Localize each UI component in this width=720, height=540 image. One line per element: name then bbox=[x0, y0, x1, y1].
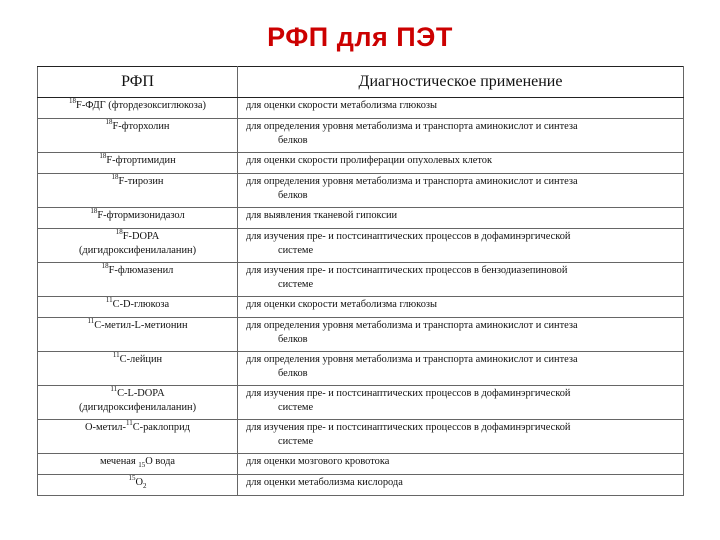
application-cell bbox=[238, 420, 684, 454]
application-text: для изучения пре- и постсинаптических процессов в дофаминэргической bbox=[246, 422, 571, 433]
compound-cell bbox=[38, 174, 238, 208]
table-row bbox=[38, 297, 684, 318]
table-row bbox=[38, 420, 684, 454]
compound-name-extra: (дигидроксифенилаланин) bbox=[78, 402, 197, 413]
isotope-number: 18 bbox=[115, 228, 123, 236]
compound-cell bbox=[38, 263, 238, 297]
application-text: для изучения пре- и постсинаптических процессов в бензодиазепиновой bbox=[246, 265, 568, 276]
compound-name: O bbox=[135, 477, 143, 488]
compound-prefix: меченая bbox=[99, 456, 139, 467]
table-header-row bbox=[38, 67, 684, 98]
application-text-continued: системе bbox=[278, 245, 314, 256]
application-text-continued: системе bbox=[278, 402, 314, 413]
application-cell bbox=[238, 229, 684, 263]
isotope-number: 11 bbox=[87, 317, 95, 325]
compound-cell bbox=[38, 119, 238, 153]
rfp-table bbox=[37, 66, 684, 496]
compound-cell bbox=[38, 420, 238, 454]
compound-name: C-лейцин bbox=[119, 354, 163, 365]
compound-cell bbox=[38, 454, 238, 475]
isotope-number: 11 bbox=[105, 296, 113, 304]
table-row bbox=[38, 98, 684, 119]
application-cell bbox=[238, 297, 684, 318]
table-row bbox=[38, 153, 684, 174]
formula-subscript: 2 bbox=[143, 482, 147, 490]
application-cell bbox=[238, 98, 684, 119]
compound-name: C-L-DOPA bbox=[117, 388, 165, 399]
application-text: для оценки скорости метаболизма глюкозы bbox=[246, 299, 437, 310]
page-title: РФП для ПЭТ bbox=[267, 22, 453, 52]
table-row bbox=[38, 386, 684, 420]
compound-name: F-фтормизонидазол bbox=[97, 210, 185, 221]
application-text-continued: белков bbox=[278, 190, 308, 201]
application-text: для оценки метаболизма кислорода bbox=[246, 477, 403, 488]
isotope-number: 15 bbox=[138, 461, 146, 469]
isotope-number: 11 bbox=[112, 351, 120, 359]
table-row bbox=[38, 174, 684, 208]
application-cell bbox=[238, 174, 684, 208]
application-text: для изучения пре- и постсинаптических процессов в дофаминэргической bbox=[246, 388, 571, 399]
column-header-rfp: РФП bbox=[38, 67, 238, 98]
compound-name: C-раклоприд bbox=[132, 422, 190, 433]
table-row bbox=[38, 119, 684, 153]
application-cell bbox=[238, 318, 684, 352]
application-cell bbox=[238, 386, 684, 420]
compound-cell bbox=[38, 297, 238, 318]
isotope-number: 18 bbox=[69, 97, 77, 105]
application-text-continued: системе bbox=[278, 436, 314, 447]
application-cell bbox=[238, 119, 684, 153]
compound-cell bbox=[38, 98, 238, 119]
compound-cell bbox=[38, 153, 238, 174]
application-cell bbox=[238, 263, 684, 297]
compound-name: C-D-глюкоза bbox=[112, 299, 170, 310]
compound-name: F-ФДГ (фтордезоксиглюкоза) bbox=[76, 100, 206, 111]
isotope-number: 18 bbox=[101, 262, 109, 270]
application-cell bbox=[238, 153, 684, 174]
table-row bbox=[38, 475, 684, 496]
application-text-continued: системе bbox=[278, 279, 314, 290]
application-text: для оценки скорости пролиферации опухолевых клеток bbox=[246, 155, 493, 166]
isotope-number: 18 bbox=[105, 118, 113, 126]
isotope-number: 11 bbox=[125, 419, 133, 427]
compound-cell bbox=[38, 386, 238, 420]
compound-cell bbox=[38, 475, 238, 496]
column-header-application: Диагностическое применение bbox=[238, 67, 684, 98]
application-text-continued: белков bbox=[278, 368, 308, 379]
compound-name: F-фторхолин bbox=[112, 121, 170, 132]
application-text: для оценки скорости метаболизма глюкозы bbox=[246, 100, 437, 111]
compound-name: F-флюмазенил bbox=[108, 265, 174, 276]
compound-name: C-метил-L-метионин bbox=[94, 320, 188, 331]
compound-cell bbox=[38, 352, 238, 386]
application-text: для выявления тканевой гипоксии bbox=[246, 210, 398, 221]
table-row bbox=[38, 318, 684, 352]
application-text: для определения уровня метаболизма и транспорта аминокислот и синтеза bbox=[246, 121, 578, 132]
table-body bbox=[38, 98, 684, 496]
table-row bbox=[38, 263, 684, 297]
application-cell bbox=[238, 208, 684, 229]
compound-name: F-DOPA bbox=[122, 231, 160, 242]
isotope-number: 18 bbox=[99, 152, 107, 160]
application-cell bbox=[238, 475, 684, 496]
compound-name-extra: (дигидроксифенилаланин) bbox=[78, 245, 197, 256]
application-text-continued: белков bbox=[278, 334, 308, 345]
compound-cell bbox=[38, 229, 238, 263]
compound-cell bbox=[38, 208, 238, 229]
isotope-number: 18 bbox=[111, 173, 119, 181]
application-text: для определения уровня метаболизма и транспорта аминокислот и синтеза bbox=[246, 354, 578, 365]
table-row bbox=[38, 229, 684, 263]
compound-prefix: О-метил- bbox=[85, 422, 126, 433]
application-text: для определения уровня метаболизма и транспорта аминокислот и синтеза bbox=[246, 320, 578, 331]
compound-name: F-фтортимидин bbox=[106, 155, 176, 166]
isotope-number: 18 bbox=[90, 207, 98, 215]
table-row bbox=[38, 208, 684, 229]
table-row bbox=[38, 352, 684, 386]
compound-cell bbox=[38, 318, 238, 352]
application-text: для изучения пре- и постсинаптических процессов в дофаминэргической bbox=[246, 231, 571, 242]
application-cell bbox=[238, 352, 684, 386]
compound-name: O вода bbox=[145, 456, 176, 467]
application-cell bbox=[238, 454, 684, 475]
application-text: для определения уровня метаболизма и транспорта аминокислот и синтеза bbox=[246, 176, 578, 187]
isotope-number: 15 bbox=[128, 474, 136, 482]
table-row bbox=[38, 454, 684, 475]
isotope-number: 11 bbox=[110, 385, 118, 393]
application-text-continued: белков bbox=[278, 135, 308, 146]
compound-name: F-тирозин bbox=[118, 176, 164, 187]
application-text: для оценки мозгового кровотока bbox=[246, 456, 390, 467]
